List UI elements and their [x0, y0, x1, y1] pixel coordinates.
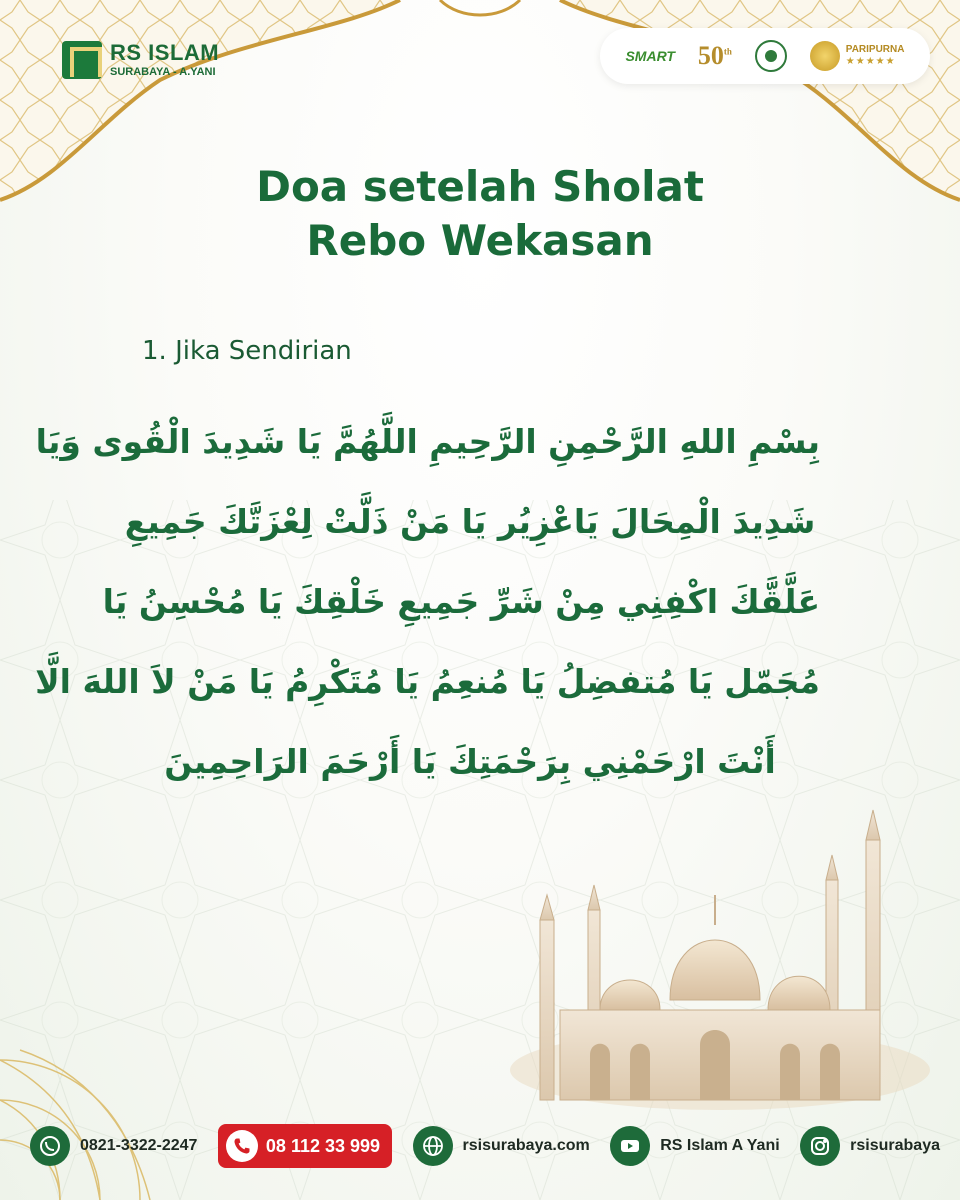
- phone-icon: [226, 1130, 258, 1162]
- prayer-line: عَلَّقَّكَ اكْفِنِي مِنْ شَرِّ جَمِيعِ خَلْقِكَ يَا مُحْسِنُ يَا: [102, 582, 820, 621]
- nu-emblem-icon: [755, 40, 787, 72]
- youtube-link[interactable]: [610, 1126, 779, 1166]
- anniversary-badge: [698, 41, 732, 71]
- whatsapp-contact[interactable]: [30, 1126, 197, 1166]
- smart-badge-label: SMART: [625, 48, 675, 64]
- logo-icon: [62, 41, 102, 79]
- anniversary-suffix: th: [723, 46, 732, 57]
- emergency-contact[interactable]: [218, 1124, 392, 1168]
- website-link[interactable]: [413, 1126, 590, 1166]
- emergency-number: 08 112 33 999: [265, 1135, 381, 1156]
- youtube-icon: [610, 1126, 650, 1166]
- paripurna-badge: [810, 41, 905, 71]
- title-line-2: Rebo Wekasan: [306, 216, 654, 265]
- prayer-line: مُجَمّل يَا مُتفضِلُ يَا مُنعِمُ يَا مُتَكْرِمُ يَا مَنْ لاَ اللهَ الَّا: [35, 662, 820, 701]
- nu-emblem-badge: [755, 40, 787, 72]
- smart-badge: [625, 48, 675, 64]
- anniversary-number: 50: [697, 41, 724, 70]
- globe-icon: [413, 1126, 453, 1166]
- hospital-logo: [62, 40, 219, 80]
- logo-title: RS ISLAM: [110, 40, 220, 65]
- contact-footer: [30, 1120, 940, 1172]
- paripurna-label: PARIPURNA: [845, 44, 905, 55]
- prayer-line: أَنْتَ ارْحَمْنِي بِرَحْمَتِكَ يَا أَرْحَمَ الرَاحِمِينَ: [164, 742, 776, 781]
- paripurna-seal-icon: [810, 41, 840, 71]
- whatsapp-number: 0821-3322-2247: [80, 1137, 198, 1154]
- section-label: 1. Jika Sendirian: [142, 336, 352, 366]
- instagram-handle: rsisurabaya: [850, 1137, 940, 1154]
- whatsapp-icon: [30, 1126, 70, 1166]
- title-line-1: Doa setelah Sholat: [256, 162, 704, 211]
- mosque-illustration: [500, 800, 940, 1120]
- page-title: [0, 160, 960, 268]
- logo-subtitle: SURABAYA - A.YANI: [110, 66, 216, 78]
- prayer-text: [35, 402, 820, 802]
- youtube-channel: RS Islam A Yani: [660, 1137, 780, 1154]
- prayer-line: شَدِيدَ الْمِحَالَ يَاعْزِيُر يَا مَنْ ذَلَّتْ لِعْزَتَّكَ جَمِيعِ: [124, 502, 816, 541]
- accreditation-badges: [600, 28, 930, 84]
- website-url: rsisurabaya.com: [462, 1137, 590, 1154]
- paripurna-stars: ★★★★★: [845, 56, 896, 67]
- instagram-link[interactable]: [800, 1126, 940, 1166]
- instagram-icon: [800, 1126, 840, 1166]
- prayer-line: بِسْمِ اللهِ الرَّحْمِنِ الرَّحِيمِ اللَّهُمَّ يَا شَدِيدَ الْقُوى وَيَا: [35, 422, 820, 461]
